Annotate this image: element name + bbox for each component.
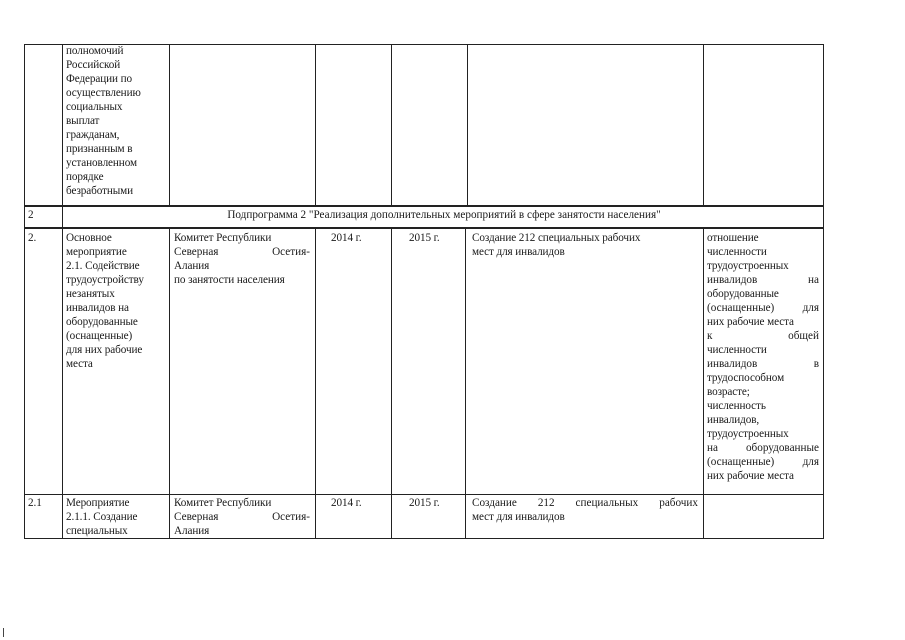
cell-line: оборудованные xyxy=(66,316,138,328)
word: рабочих xyxy=(659,497,698,509)
cell-line: отношение xyxy=(707,232,759,244)
table-border xyxy=(169,228,170,539)
table-border xyxy=(823,44,824,539)
cell-line: трудоспособном xyxy=(707,372,785,384)
cell-line: специальных xyxy=(66,525,128,537)
cell-line: численность xyxy=(707,400,766,412)
table-border xyxy=(465,228,466,539)
cell-line: полномочий xyxy=(66,45,124,57)
table-border xyxy=(62,44,63,206)
table-border xyxy=(24,205,824,207)
word: в xyxy=(813,358,819,370)
table-border xyxy=(24,44,824,45)
cell-line: Алания xyxy=(174,260,210,272)
cell-line: оборудованные xyxy=(707,288,779,300)
table-border xyxy=(467,44,468,206)
cell-line: мероприятие xyxy=(66,246,127,258)
cell-line: социальных xyxy=(66,101,123,113)
table-border xyxy=(24,44,25,539)
table-border xyxy=(24,494,824,495)
word: Северная xyxy=(174,511,219,523)
cell-line: мест для инвалидов xyxy=(472,511,565,523)
cell-line: осуществлению xyxy=(66,87,141,99)
cell-line xyxy=(707,441,819,455)
cell-line xyxy=(707,455,819,469)
end-year: 2015 г. xyxy=(409,232,440,244)
cell-line: установленном xyxy=(66,157,137,169)
table-border xyxy=(169,44,170,206)
word: Создание xyxy=(472,497,517,509)
table-border xyxy=(391,44,392,206)
cell-line xyxy=(707,301,819,315)
word: Осетия- xyxy=(272,511,310,523)
cell-line: трудоустроенных xyxy=(707,260,789,272)
row-number: 2.1 xyxy=(28,497,42,509)
word: для xyxy=(802,302,819,314)
cell-line: 2.1.1. Создание xyxy=(66,511,138,523)
word: (оснащенные) xyxy=(707,456,775,468)
word: (оснащенные) xyxy=(707,302,775,314)
word: общей xyxy=(788,330,819,342)
word: к xyxy=(707,330,713,342)
cell-line: порядке xyxy=(66,171,104,183)
cell-line: трудоустроенных xyxy=(707,428,789,440)
cell-line: численности xyxy=(707,246,767,258)
table-border xyxy=(24,227,824,229)
cell-line: трудоустройству xyxy=(66,274,144,286)
word: специальных xyxy=(575,497,639,509)
start-year: 2014 г. xyxy=(331,497,362,509)
row-number: 2. xyxy=(28,232,37,244)
cell-line: Основное xyxy=(66,232,112,244)
cell-line: безработными xyxy=(66,185,134,197)
cell-line: инвалидов на xyxy=(66,302,129,314)
cell-line: Комитет Республики xyxy=(174,232,272,244)
cell-line: выплат xyxy=(66,115,100,127)
cell-line: для них рабочие xyxy=(66,344,143,356)
cell-line: Федерации по xyxy=(66,73,133,85)
word: Северная xyxy=(174,246,219,258)
cell-line: Комитет Республики xyxy=(174,497,272,509)
word: на xyxy=(808,274,819,286)
table-border xyxy=(391,228,392,539)
scan-edge-mark xyxy=(3,628,4,637)
start-year: 2014 г. xyxy=(331,232,362,244)
cell-line xyxy=(174,245,310,259)
cell-line: Алания xyxy=(174,525,210,537)
end-year: 2015 г. xyxy=(409,497,440,509)
cell-line: численности xyxy=(707,344,767,356)
cell-line: возрасте; xyxy=(707,386,750,398)
word: оборудованные xyxy=(745,442,819,454)
cell-line: места xyxy=(66,358,93,370)
table-border xyxy=(703,228,704,539)
word: на xyxy=(707,442,718,454)
table-border xyxy=(62,206,63,228)
cell-line xyxy=(707,357,819,371)
word: инвалидов xyxy=(707,358,758,370)
cell-line: Российской xyxy=(66,59,121,71)
subprogram-title: Подпрограмма 2 "Реализация дополнительных мероприятий в сфере занятости населения" xyxy=(227,209,661,221)
table-border xyxy=(62,228,63,539)
table-border xyxy=(315,228,316,539)
cell-line: Создание 212 специальных рабочих xyxy=(472,232,641,244)
cell-line: них рабочие места xyxy=(707,470,794,482)
word: Осетия- xyxy=(272,246,310,258)
cell-line: незанятых xyxy=(66,288,115,300)
word: 212 xyxy=(537,497,555,509)
table-border xyxy=(703,44,704,206)
cell-line xyxy=(707,329,819,343)
table-border xyxy=(315,44,316,206)
cell-line: инвалидов, xyxy=(707,414,760,426)
cell-line: них рабочие места xyxy=(707,316,794,328)
cell-line xyxy=(707,273,819,287)
cell-line: 2.1. Содействие xyxy=(66,260,140,272)
cell-line: по занятости населения xyxy=(174,274,285,286)
subprogram-number: 2 xyxy=(28,209,34,221)
word: для xyxy=(802,456,819,468)
cell-line: гражданам, xyxy=(66,129,120,141)
cell-line: (оснащенные) xyxy=(66,330,133,342)
cell-line: Мероприятие xyxy=(66,497,130,509)
cell-line xyxy=(174,510,310,524)
cell-line: признанным в xyxy=(66,143,133,155)
word: инвалидов xyxy=(707,274,758,286)
cell-line: мест для инвалидов xyxy=(472,246,565,258)
table-border xyxy=(24,538,824,539)
cell-line xyxy=(472,496,698,510)
